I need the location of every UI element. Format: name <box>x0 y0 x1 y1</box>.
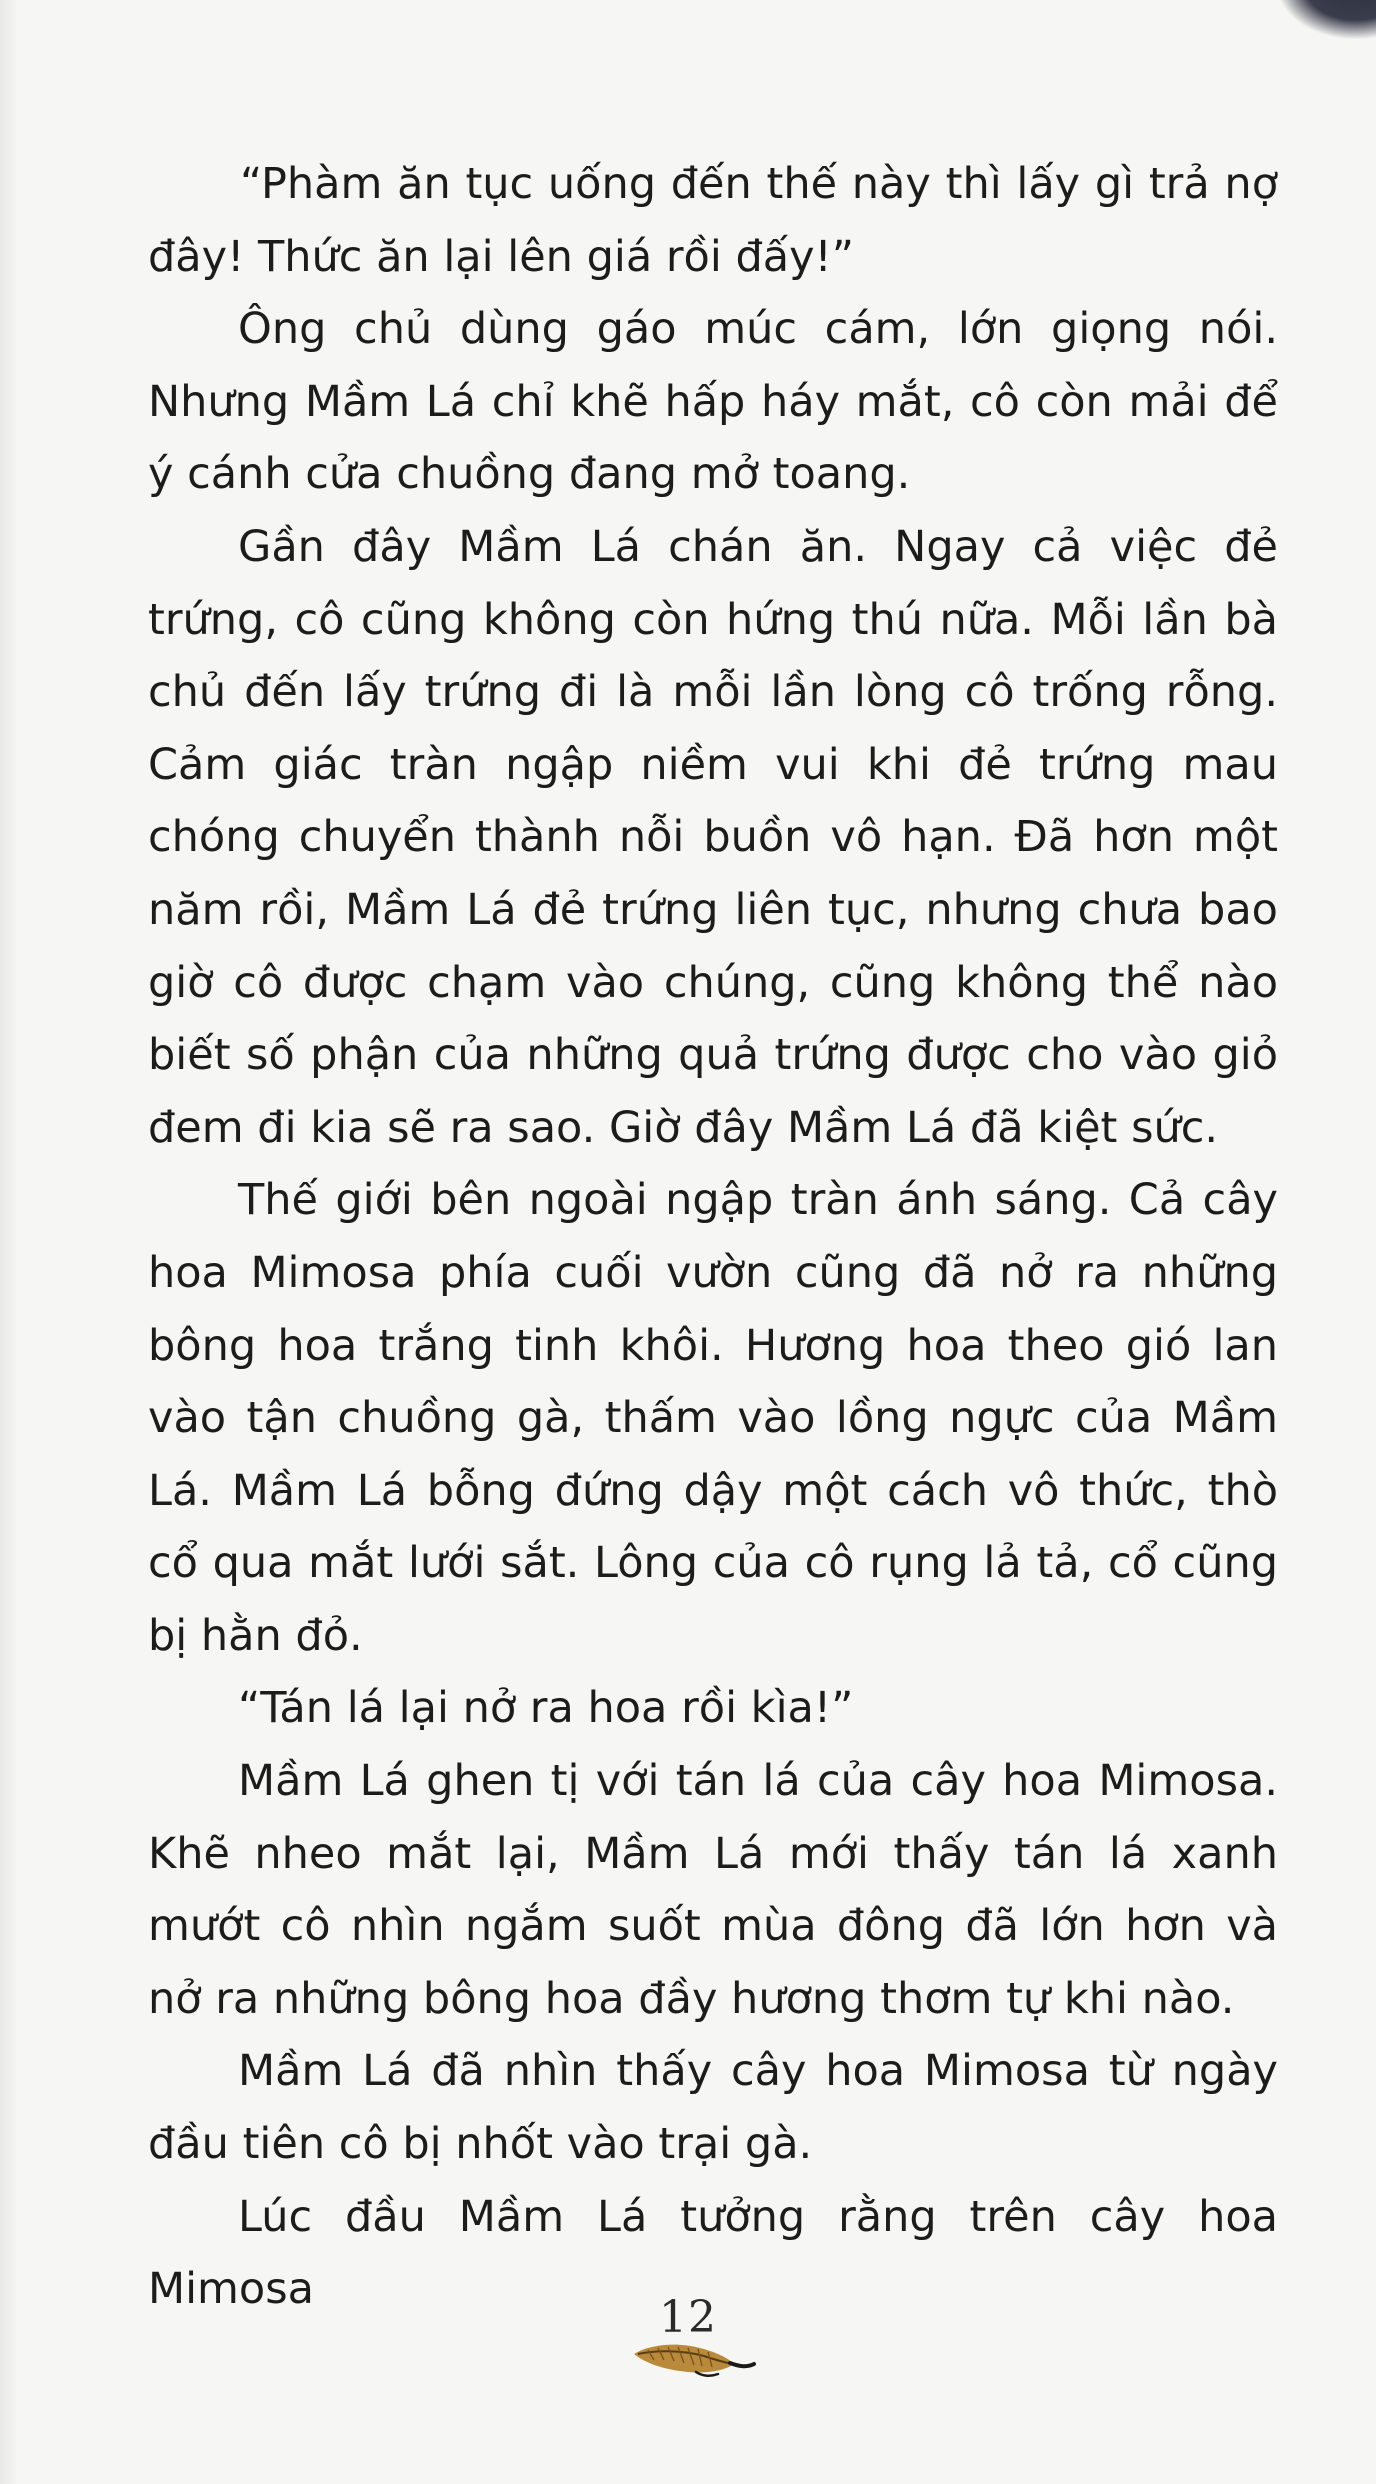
page-edge-shadow <box>0 0 18 2484</box>
body-text <box>148 148 1278 2326</box>
paragraph-1: “Phàm ăn tục uống đến thế này thì lấy gì trả nợ đây! Thức ăn lại lên giá rồi đấy!” <box>148 159 1278 282</box>
paragraph-3: Gần đây Mầm Lá chán ăn. Ngay cả việc đẻ trứng, cô cũng không còn hứng thú nữa. Mỗi lần bà chủ đến lấy trứng đi là mỗi lần lòng cô trống rỗng. Cảm giác tràn ngập niềm vui khi đẻ trứng mau chóng chuyển thành nỗi buồn vô hạn. Đã hơn một năm rồi, Mầm Lá đẻ trứng liên tục, nhưng chưa bao giờ cô được chạm vào chúng, cũng không thể nào biết số phận của những quả trứng được cho vào giỏ đem đi kia sẽ ra sao. Giờ đây Mầm Lá đã kiệt sức. <box>148 521 1278 1153</box>
paragraph-4: Thế giới bên ngoài ngập tràn ánh sáng. Cả cây hoa Mimosa phía cuối vườn cũng đã nở ra những bông hoa trắng tinh khôi. Hương hoa theo gió lan vào tận chuồng gà, thấm vào lồng ngực của Mầm Lá. Mầm Lá bỗng đứng dậy một cách vô thức, thò cổ qua mắt lưới sắt. Lông của cô rụng lả tả, cổ cũng bị hằn đỏ. <box>148 1175 1278 1661</box>
paragraph-2: Ông chủ dùng gáo múc cám, lớn giọng nói. Nhưng Mầm Lá chỉ khẽ hấp háy mắt, cô còn mải để ý cánh cửa chuồng đang mở toang. <box>148 304 1278 500</box>
page-number: 12 <box>659 2292 717 2343</box>
paragraph-8: Lúc đầu Mầm Lá tưởng rằng trên cây hoa Mimosa <box>148 2191 1278 2315</box>
paragraph-6: Mầm Lá ghen tị với tán lá của cây hoa Mimosa. Khẽ nheo mắt lại, Mầm Lá mới thấy tán lá xanh mướt cô nhìn ngắm suốt mùa đông đã lớn hơn và nở ra những bông hoa đầy hương thơm tự khi nào. <box>148 1756 1278 2024</box>
paragraph-7: Mầm Lá đã nhìn thấy cây hoa Mimosa từ ngày đầu tiên cô bị nhốt vào trại gà. <box>148 2046 1278 2170</box>
corner-shadow <box>1276 0 1376 40</box>
paragraph-5: “Tán lá lại nở ra hoa rồi kìa!” <box>238 1683 854 1734</box>
feather-icon <box>630 2336 758 2382</box>
